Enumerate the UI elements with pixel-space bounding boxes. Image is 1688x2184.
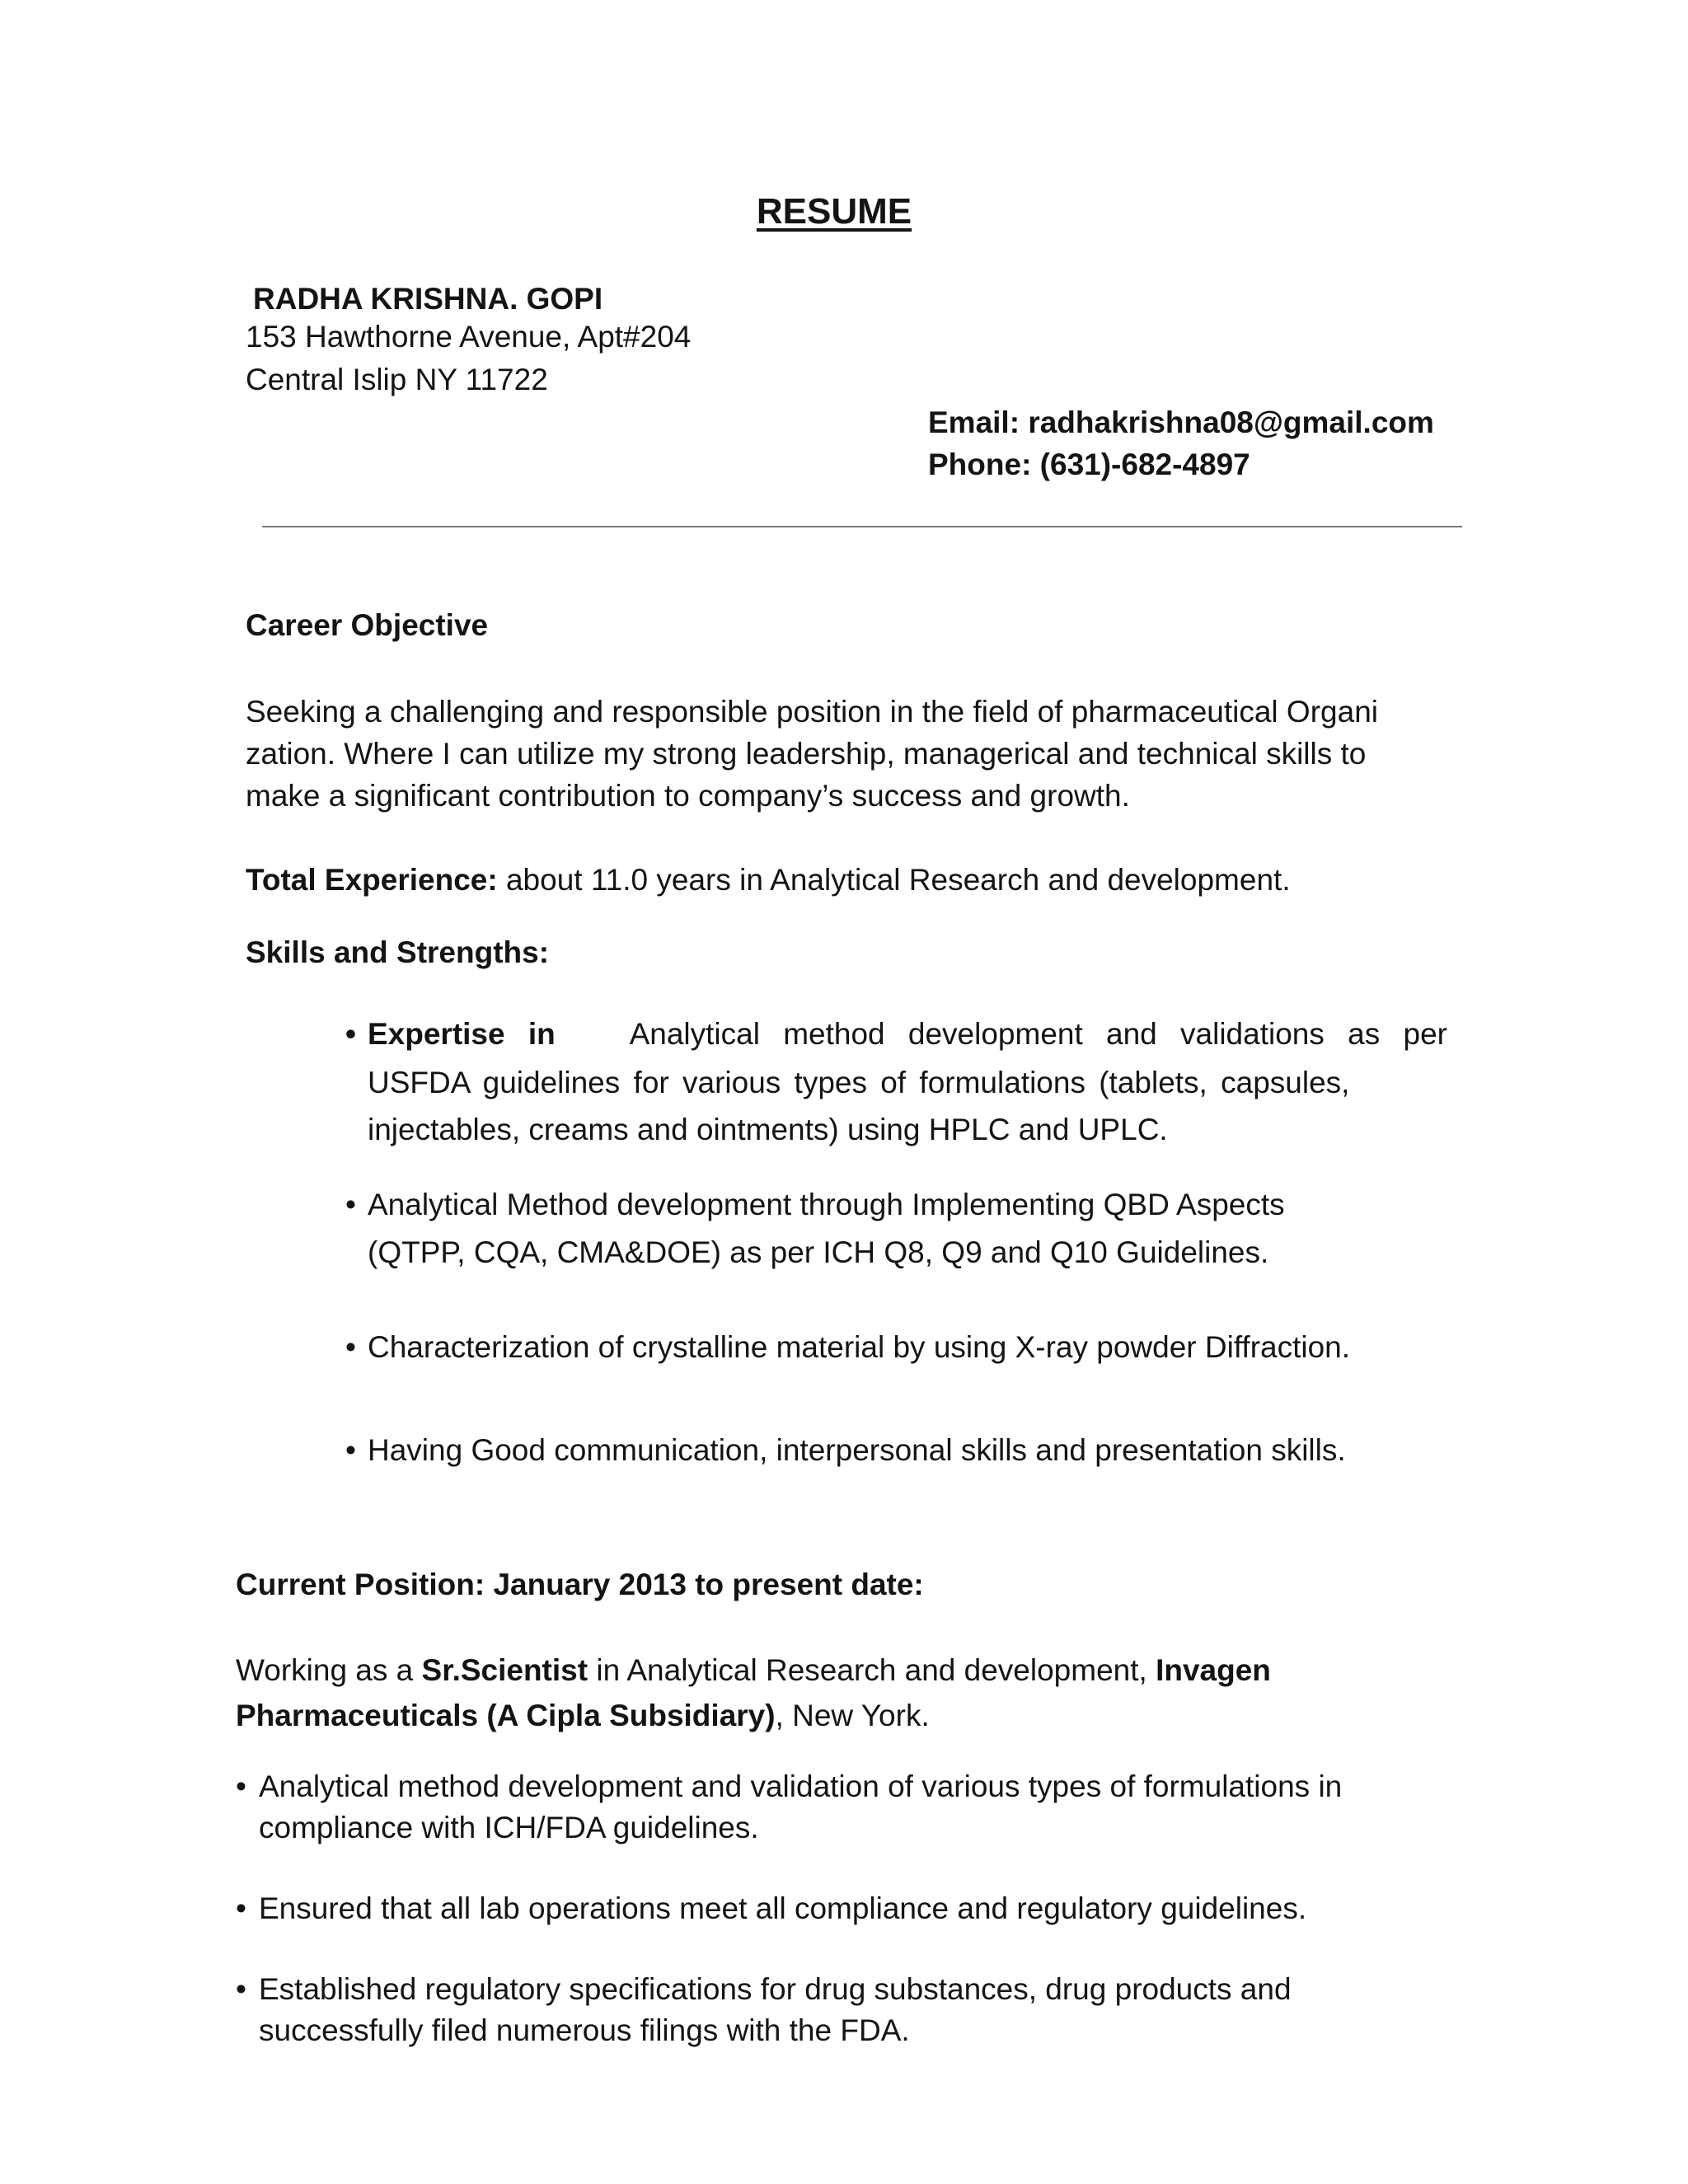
position-company: Invagen [1156, 1653, 1271, 1687]
skill-item-2-line-1: Analytical Method development through Implementing QBD Aspects [368, 1188, 1285, 1221]
objective-line-3: make a significant contribution to company’s success and growth. [246, 779, 1130, 813]
position-intro-line-1 [236, 1649, 1271, 1691]
skill-item-1-bold: Expertise in [368, 1017, 556, 1051]
position-intro-line-2 [236, 1694, 930, 1736]
duty-1-line-1: Analytical method development and validation of various types of formulations in [259, 1769, 1343, 1803]
page-title: RESUME [756, 191, 912, 232]
email-label: Email [928, 405, 1010, 439]
header-divider [262, 526, 1462, 527]
email-row [928, 405, 1434, 440]
bullet-icon: • [345, 1017, 356, 1051]
phone-label: Phone [928, 448, 1022, 481]
email-value[interactable]: : radhakrishna08@gmail.com [1009, 405, 1434, 439]
career-objective-heading: Career Objective [246, 608, 489, 642]
bullet-icon: • [345, 1188, 356, 1221]
total-experience-label: Total Experience: [246, 863, 498, 897]
position-location: , New York. [775, 1699, 930, 1732]
position-intro-text-2: in Analytical Research and development, [588, 1653, 1156, 1687]
bullet-icon: • [345, 1433, 356, 1467]
bullet-icon: • [236, 1972, 246, 2006]
skill-item-1-text: Analytical method development and validations as per [629, 1017, 1447, 1051]
duty-2: Ensured that all lab operations meet all compliance and regulatory guidelines. [259, 1891, 1307, 1925]
bullet-icon: • [345, 1330, 356, 1364]
total-experience-text: about 11.0 years in Analytical Research and development. [497, 863, 1291, 897]
total-experience [246, 859, 1291, 901]
duty-3-line-2: successfully filed numerous filings with the FDA. [259, 2013, 910, 2047]
address-line-2: Central Islip NY 11722 [246, 363, 548, 396]
duty-3-line-1: Established regulatory specifications for drug substances, drug products and [259, 1972, 1292, 2006]
address-line-1: 153 Hawthorne Avenue, Apt#204 [246, 320, 692, 354]
phone-value: : (631)-682-4897 [1021, 448, 1250, 481]
candidate-name: RADHA KRISHNA. GOPI [253, 282, 603, 316]
bullet-icon: • [236, 1769, 246, 1803]
skill-item-4: Having Good communication, interpersonal skills and presentation skills. [368, 1433, 1346, 1467]
phone-row [928, 448, 1250, 482]
skill-item-1-line-2: USFDA guidelines for various types of formulations (tablets, capsules, [368, 1066, 1350, 1099]
bullet-icon: • [236, 1891, 246, 1925]
skill-item-1-line-1 [368, 1017, 1447, 1052]
duty-1-line-2: compliance with ICH/FDA guidelines. [259, 1811, 759, 1844]
skill-item-1-line-3: injectables, creams and ointments) using HPLC and UPLC. [368, 1113, 1168, 1146]
objective-line-2: zation. Where I can utilize my strong leadership, managerical and technical skills to [246, 737, 1367, 771]
objective-line-1: Seeking a challenging and responsible position in the field of pharmaceutical Organi [246, 695, 1378, 729]
position-intro-text: Working as a [236, 1653, 422, 1687]
skills-heading: Skills and Strengths: [246, 935, 550, 969]
position-role: Sr.Scientist [421, 1653, 588, 1687]
position-company-2: Pharmaceuticals (A Cipla Subsidiary) [236, 1699, 776, 1732]
current-position-heading: Current Position: January 2013 to present date: [236, 1568, 924, 1601]
skill-item-2-line-2: (QTPP, CQA, CMA&DOE) as per ICH Q8, Q9 and Q10 Guidelines. [368, 1235, 1269, 1269]
skill-item-3: Characterization of crystalline material by using X-ray powder Diffraction. [368, 1330, 1351, 1364]
